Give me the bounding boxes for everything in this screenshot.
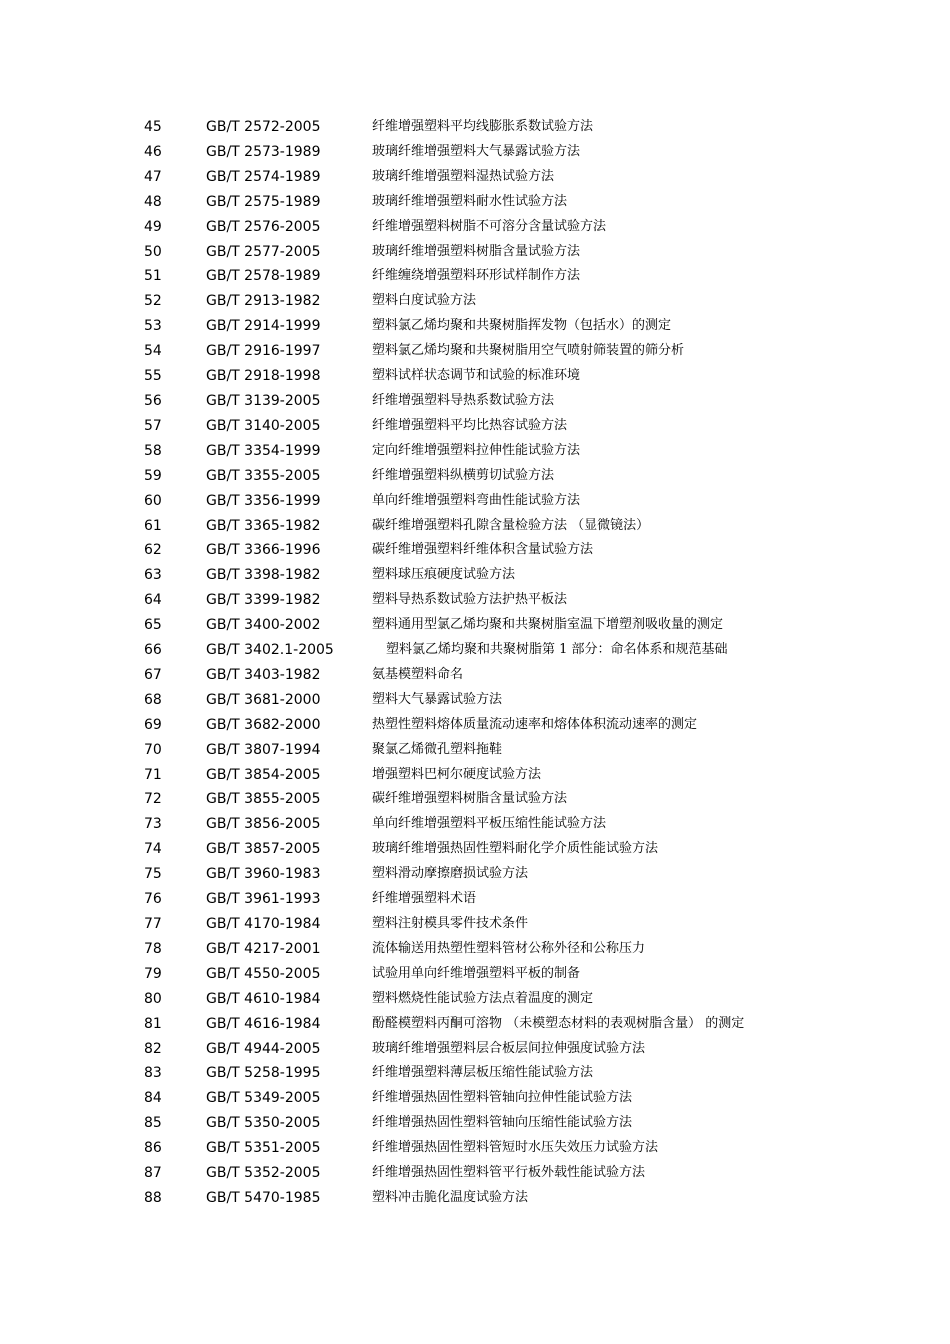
list-item: [0, 140, 950, 165]
standard-code: GB/T 5352-2005: [206, 1165, 321, 1182]
standard-code: GB/T 3857-2005: [206, 841, 321, 858]
standard-title: 纤维增强塑料导热系数试验方法: [372, 392, 555, 408]
item-number: 75: [144, 866, 162, 883]
item-number: 57: [144, 417, 162, 434]
item-number: 67: [144, 666, 162, 683]
standard-code: GB/T 3856-2005: [206, 816, 321, 833]
standard-code: GB/T 4944-2005: [206, 1040, 321, 1057]
list-item: [0, 115, 950, 140]
standard-title: 纤维增强塑料树脂不可溶分含量试验方法: [372, 218, 607, 234]
item-number: 82: [144, 1040, 162, 1057]
standard-code: GB/T 2573-1989: [206, 143, 321, 160]
standard-title: 塑料球压痕硬度试验方法: [372, 567, 516, 583]
standard-title: 碳纤维增强塑料孔隙含量检验方法 （显微镜法）: [372, 517, 650, 533]
standard-code: GB/T 2916-1997: [206, 343, 321, 360]
standard-code: GB/T 5349-2005: [206, 1090, 321, 1107]
standard-code: GB/T 3355-2005: [206, 467, 321, 484]
standard-title: 塑料氯乙烯均聚和共聚树脂挥发物（包括水）的测定: [372, 318, 672, 334]
list-item: [0, 215, 950, 240]
standard-title: 玻璃纤维增强塑料层合板层间拉伸强度试验方法: [372, 1040, 646, 1056]
standard-code: GB/T 4610-1984: [206, 990, 321, 1007]
item-number: 83: [144, 1065, 162, 1082]
standard-code: GB/T 3960-1983: [206, 866, 321, 883]
standard-title: 塑料注射模具零件技术条件: [372, 916, 529, 931]
standard-code: GB/T 3681-2000: [206, 691, 321, 708]
standard-code: GB/T 3854-2005: [206, 766, 321, 783]
item-number: 50: [144, 243, 162, 260]
standard-title: 流体输送用热塑性塑料管材公称外径和公称压力: [372, 940, 646, 956]
item-number: 60: [144, 492, 162, 509]
item-number: 64: [144, 592, 162, 609]
standard-title: 纤维增强塑料术语: [372, 891, 477, 907]
list-item: [0, 1161, 950, 1186]
item-number: 71: [144, 766, 162, 783]
list-item: [0, 812, 950, 837]
standard-title: 玻璃纤维增强塑料湿热试验方法: [372, 168, 555, 184]
list-item: [0, 962, 950, 987]
standard-title: 纤维增强热固性塑料管平行板外载性能试验方法: [372, 1165, 646, 1181]
standard-code: GB/T 3403-1982: [206, 666, 321, 683]
list-item: [0, 787, 950, 812]
list-item: [0, 489, 950, 514]
standard-title: 塑料导热系数试验方法护热平板法: [372, 592, 568, 608]
list-item: [0, 663, 950, 688]
item-number: 51: [144, 268, 162, 285]
standard-title: 塑料白度试验方法: [372, 293, 477, 309]
list-item: [0, 514, 950, 539]
item-number: 61: [144, 517, 162, 534]
item-number: 55: [144, 368, 162, 385]
standard-title: 玻璃纤维增强塑料耐水性试验方法: [372, 193, 568, 209]
item-number: 86: [144, 1140, 162, 1157]
list-item: [0, 638, 950, 663]
item-number: 68: [144, 691, 162, 708]
item-number: 65: [144, 617, 162, 634]
item-number: 62: [144, 542, 162, 559]
standard-title: 纤维增强热固性塑料管短时水压失效压力试验方法: [372, 1140, 659, 1156]
list-item: [0, 314, 950, 339]
item-number: 87: [144, 1165, 162, 1182]
item-number: 84: [144, 1090, 162, 1107]
standard-title: 纤维增强塑料平均线膨胀系数试验方法: [372, 119, 594, 134]
standard-title: 玻璃纤维增强塑料大气暴露试验方法: [372, 143, 581, 159]
standard-code: GB/T 4170-1984: [206, 916, 321, 932]
standard-title: 聚氯乙烯微孔塑料拖鞋: [372, 741, 503, 757]
standard-code: GB/T 3140-2005: [206, 417, 321, 434]
standard-title: 纤维增强塑料平均比热容试验方法: [372, 417, 568, 433]
item-number: 77: [144, 916, 162, 932]
list-item: [0, 264, 950, 289]
standard-title: 单向纤维增强塑料平板压缩性能试验方法: [372, 816, 607, 832]
standard-title: 玻璃纤维增强塑料树脂含量试验方法: [372, 243, 581, 259]
list-item: [0, 414, 950, 439]
standard-code: GB/T 3400-2002: [206, 617, 321, 634]
standard-title: 塑料通用型氯乙烯均聚和共聚树脂室温下增塑剂吸收量的测定: [372, 617, 724, 633]
standard-code: GB/T 5470-1985: [206, 1189, 321, 1206]
list-item: [0, 240, 950, 265]
list-item: [0, 763, 950, 788]
list-item: [0, 588, 950, 613]
standard-code: GB/T 3402.1-2005: [206, 642, 334, 659]
standard-code: GB/T 4550-2005: [206, 965, 321, 982]
standard-code: GB/T 3682-2000: [206, 716, 321, 733]
standard-title: 塑料大气暴露试验方法: [372, 691, 503, 707]
list-item: [0, 987, 950, 1012]
list-item: [0, 837, 950, 862]
standard-code: GB/T 3366-1996: [206, 542, 321, 559]
item-number: 47: [144, 168, 162, 185]
item-number: 74: [144, 841, 162, 858]
standard-code: GB/T 2913-1982: [206, 293, 321, 310]
item-number: 78: [144, 940, 162, 957]
standard-code: GB/T 5351-2005: [206, 1140, 321, 1157]
list-item: [0, 887, 950, 912]
standard-title: 热塑性塑料熔体质量流动速率和熔体体积流动速率的测定: [372, 716, 698, 732]
item-number: 53: [144, 318, 162, 335]
standard-title: 塑料氯乙烯均聚和共聚树脂用空气喷射筛装置的筛分析: [372, 343, 685, 359]
standard-title: 纤维增强塑料纵横剪切试验方法: [372, 467, 555, 483]
item-number: 59: [144, 467, 162, 484]
standard-code: GB/T 2578-1989: [206, 268, 321, 285]
standard-code: GB/T 3139-2005: [206, 392, 321, 409]
item-number: 56: [144, 392, 162, 409]
list-item: [0, 1061, 950, 1086]
standard-code: GB/T 5350-2005: [206, 1115, 321, 1132]
standard-code: GB/T 3398-1982: [206, 567, 321, 584]
standard-code: GB/T 5258-1995: [206, 1065, 321, 1082]
list-item: [0, 1136, 950, 1161]
standard-code: GB/T 3356-1999: [206, 492, 321, 509]
standard-code: GB/T 3807-1994: [206, 741, 321, 758]
standard-title: 纤维增强塑料薄层板压缩性能试验方法: [372, 1065, 594, 1081]
standard-title: 纤维缠绕增强塑料环形试样制作方法: [372, 268, 581, 284]
item-number: 85: [144, 1115, 162, 1132]
standard-title: 碳纤维增强塑料树脂含量试验方法: [372, 791, 568, 807]
standard-title: 碳纤维增强塑料纤维体积含量试验方法: [372, 542, 594, 558]
standard-title: 增强塑料巴柯尔硬度试验方法: [372, 766, 542, 782]
list-item: [0, 1111, 950, 1136]
item-number: 46: [144, 143, 162, 160]
list-item: [0, 912, 950, 937]
standards-list: [0, 115, 950, 1211]
standard-title: 酚醛模塑料丙酮可溶物 （未模塑态材料的表观树脂含量） 的测定: [372, 1015, 745, 1031]
list-item: [0, 613, 950, 638]
item-number: 81: [144, 1015, 162, 1032]
standard-title: 塑料氯乙烯均聚和共聚树脂第 1 部分：命名体系和规范基础: [386, 642, 728, 658]
item-number: 88: [144, 1189, 162, 1206]
list-item: [0, 289, 950, 314]
item-number: 70: [144, 741, 162, 758]
item-number: 69: [144, 716, 162, 733]
standard-title: 塑料试样状态调节和试验的标准环境: [372, 368, 581, 384]
standard-title: 定向纤维增强塑料拉伸性能试验方法: [372, 442, 581, 458]
list-item: [0, 190, 950, 215]
standard-code: GB/T 3961-1993: [206, 891, 321, 908]
item-number: 54: [144, 343, 162, 360]
standard-code: GB/T 2574-1989: [206, 168, 321, 185]
item-number: 45: [144, 119, 162, 135]
standard-code: GB/T 3354-1999: [206, 442, 321, 459]
standard-title: 纤维增强热固性塑料管轴向压缩性能试验方法: [372, 1115, 633, 1131]
standard-title: 单向纤维增强塑料弯曲性能试验方法: [372, 492, 581, 508]
standard-title: 玻璃纤维增强热固性塑料耐化学介质性能试验方法: [372, 841, 659, 857]
list-item: [0, 1037, 950, 1062]
list-item: [0, 563, 950, 588]
standard-code: GB/T 2575-1989: [206, 193, 321, 210]
standard-code: GB/T 2918-1998: [206, 368, 321, 385]
list-item: [0, 165, 950, 190]
standard-title: 塑料冲击脆化温度试验方法: [372, 1189, 529, 1205]
item-number: 49: [144, 218, 162, 235]
list-item: [0, 339, 950, 364]
list-item: [0, 439, 950, 464]
list-item: [0, 1186, 950, 1211]
item-number: 76: [144, 891, 162, 908]
item-number: 48: [144, 193, 162, 210]
item-number: 72: [144, 791, 162, 808]
list-item: [0, 364, 950, 389]
standard-title: 氨基模塑料命名: [372, 666, 464, 682]
standard-code: GB/T 2577-2005: [206, 243, 321, 260]
standard-code: GB/T 3365-1982: [206, 517, 321, 534]
list-item: [0, 688, 950, 713]
list-item: [0, 464, 950, 489]
standard-code: GB/T 3399-1982: [206, 592, 321, 609]
list-item: [0, 1086, 950, 1111]
item-number: 79: [144, 965, 162, 982]
list-item: [0, 862, 950, 887]
item-number: 66: [144, 642, 162, 659]
list-item: [0, 538, 950, 563]
list-item: [0, 738, 950, 763]
item-number: 73: [144, 816, 162, 833]
standard-title: 塑料滑动摩擦磨损试验方法: [372, 866, 529, 882]
item-number: 58: [144, 442, 162, 459]
standard-code: GB/T 2576-2005: [206, 218, 321, 235]
item-number: 52: [144, 293, 162, 310]
standard-title: 纤维增强热固性塑料管轴向拉伸性能试验方法: [372, 1090, 633, 1106]
standard-code: GB/T 4217-2001: [206, 940, 321, 957]
item-number: 63: [144, 567, 162, 584]
standard-title: 塑料燃烧性能试验方法点着温度的测定: [372, 990, 594, 1006]
list-item: [0, 389, 950, 414]
standard-code: GB/T 4616-1984: [206, 1015, 321, 1032]
list-item: [0, 713, 950, 738]
standard-code: GB/T 2914-1999: [206, 318, 321, 335]
standard-code: GB/T 2572-2005: [206, 119, 321, 135]
list-item: [0, 1012, 950, 1037]
list-item: [0, 937, 950, 962]
item-number: 80: [144, 990, 162, 1007]
standard-title: 试验用单向纤维增强塑料平板的制备: [372, 965, 581, 981]
standard-code: GB/T 3855-2005: [206, 791, 321, 808]
